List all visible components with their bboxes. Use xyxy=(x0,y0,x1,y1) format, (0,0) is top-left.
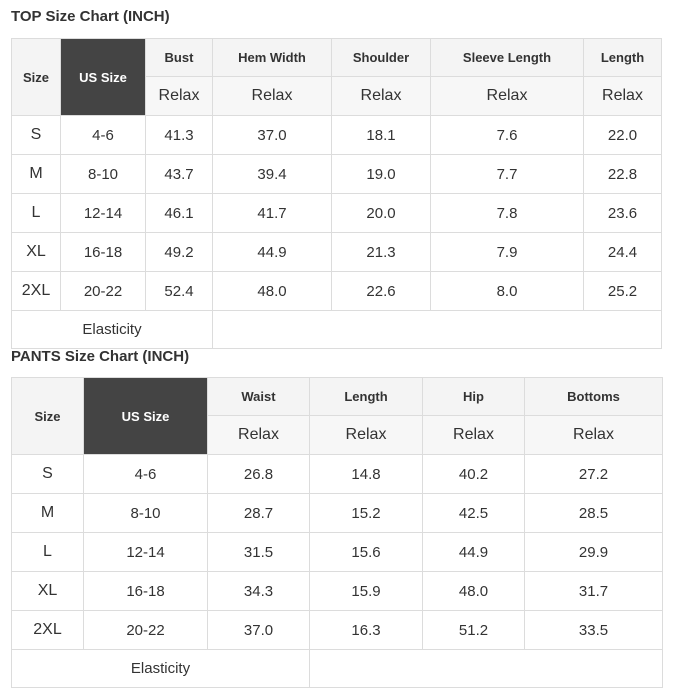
elasticity-label: Elasticity xyxy=(12,311,213,349)
elasticity-value-cell xyxy=(310,650,663,688)
elasticity-row xyxy=(12,650,663,688)
size-cell: L xyxy=(12,533,84,572)
table-row xyxy=(12,233,662,272)
fit-label: Relax xyxy=(525,416,663,455)
size-cell: XL xyxy=(12,233,61,272)
size-cell: S xyxy=(12,455,84,494)
size-cell: L xyxy=(12,194,61,233)
value-cell: 52.4 xyxy=(146,272,213,311)
table-row xyxy=(12,611,663,650)
value-cell: 14.8 xyxy=(310,455,423,494)
value-cell: 37.0 xyxy=(213,116,332,155)
fit-label: Relax xyxy=(332,77,431,116)
us-size-cell: 20-22 xyxy=(84,611,208,650)
us-size-cell: 20-22 xyxy=(61,272,146,311)
us-size-cell: 4-6 xyxy=(84,455,208,494)
value-cell: 7.7 xyxy=(431,155,584,194)
value-cell: 15.2 xyxy=(310,494,423,533)
value-cell: 34.3 xyxy=(208,572,310,611)
value-cell: 51.2 xyxy=(423,611,525,650)
value-cell: 44.9 xyxy=(423,533,525,572)
us-size-cell: 12-14 xyxy=(61,194,146,233)
size-header: Size xyxy=(12,39,61,116)
shoulder-header: Shoulder xyxy=(332,39,431,77)
fit-label: Relax xyxy=(423,416,525,455)
us-size-cell: 16-18 xyxy=(61,233,146,272)
size-cell: 2XL xyxy=(12,272,61,311)
value-cell: 37.0 xyxy=(208,611,310,650)
value-cell: 7.8 xyxy=(431,194,584,233)
value-cell: 48.0 xyxy=(423,572,525,611)
table-row xyxy=(12,494,663,533)
us-size-cell: 12-14 xyxy=(84,533,208,572)
fit-label: Relax xyxy=(213,77,332,116)
value-cell: 40.2 xyxy=(423,455,525,494)
value-cell: 24.4 xyxy=(584,233,662,272)
value-cell: 22.8 xyxy=(584,155,662,194)
value-cell: 20.0 xyxy=(332,194,431,233)
value-cell: 23.6 xyxy=(584,194,662,233)
value-cell: 27.2 xyxy=(525,455,663,494)
value-cell: 19.0 xyxy=(332,155,431,194)
size-cell: 2XL xyxy=(12,611,84,650)
value-cell: 29.9 xyxy=(525,533,663,572)
length-header: Length xyxy=(584,39,662,77)
value-cell: 41.7 xyxy=(213,194,332,233)
size-cell: M xyxy=(12,494,84,533)
us-size-header: US Size xyxy=(61,39,146,116)
bust-header: Bust xyxy=(146,39,213,77)
us-size-cell: 4-6 xyxy=(61,116,146,155)
pants-size-table xyxy=(11,377,663,688)
value-cell: 28.7 xyxy=(208,494,310,533)
fit-label: Relax xyxy=(208,416,310,455)
pants-chart-title: PANTS Size Chart (INCH) xyxy=(11,348,190,365)
us-size-cell: 16-18 xyxy=(84,572,208,611)
table-row xyxy=(12,155,662,194)
value-cell: 28.5 xyxy=(525,494,663,533)
value-cell: 48.0 xyxy=(213,272,332,311)
table-row xyxy=(12,116,662,155)
table-row xyxy=(12,194,662,233)
value-cell: 49.2 xyxy=(146,233,213,272)
value-cell: 18.1 xyxy=(332,116,431,155)
value-cell: 21.3 xyxy=(332,233,431,272)
value-cell: 7.6 xyxy=(431,116,584,155)
fit-label: Relax xyxy=(431,77,584,116)
value-cell: 31.7 xyxy=(525,572,663,611)
size-cell: S xyxy=(12,116,61,155)
hip-header: Hip xyxy=(423,378,525,416)
hem-width-header: Hem Width xyxy=(213,39,332,77)
value-cell: 22.0 xyxy=(584,116,662,155)
length-header: Length xyxy=(310,378,423,416)
table-row xyxy=(12,572,663,611)
bottoms-header: Bottoms xyxy=(525,378,663,416)
table-row xyxy=(12,455,663,494)
size-header: Size xyxy=(12,378,84,455)
value-cell: 22.6 xyxy=(332,272,431,311)
value-cell: 46.1 xyxy=(146,194,213,233)
value-cell: 15.6 xyxy=(310,533,423,572)
top-size-table xyxy=(11,38,662,349)
pants-header-row xyxy=(12,378,663,416)
value-cell: 7.9 xyxy=(431,233,584,272)
value-cell: 33.5 xyxy=(525,611,663,650)
us-size-cell: 8-10 xyxy=(84,494,208,533)
value-cell: 44.9 xyxy=(213,233,332,272)
fit-label: Relax xyxy=(146,77,213,116)
size-cell: M xyxy=(12,155,61,194)
fit-label: Relax xyxy=(584,77,662,116)
elasticity-value-cell xyxy=(213,311,662,349)
value-cell: 16.3 xyxy=(310,611,423,650)
fit-label: Relax xyxy=(310,416,423,455)
us-size-header: US Size xyxy=(84,378,208,455)
value-cell: 25.2 xyxy=(584,272,662,311)
top-header-row xyxy=(12,39,662,77)
waist-header: Waist xyxy=(208,378,310,416)
value-cell: 31.5 xyxy=(208,533,310,572)
value-cell: 15.9 xyxy=(310,572,423,611)
size-cell: XL xyxy=(12,572,84,611)
table-row xyxy=(12,533,663,572)
elasticity-label: Elasticity xyxy=(12,650,310,688)
value-cell: 8.0 xyxy=(431,272,584,311)
value-cell: 43.7 xyxy=(146,155,213,194)
value-cell: 39.4 xyxy=(213,155,332,194)
value-cell: 41.3 xyxy=(146,116,213,155)
elasticity-row xyxy=(12,311,662,349)
table-row xyxy=(12,272,662,311)
top-chart-title: TOP Size Chart (INCH) xyxy=(11,8,170,25)
value-cell: 42.5 xyxy=(423,494,525,533)
value-cell: 26.8 xyxy=(208,455,310,494)
sleeve-length-header: Sleeve Length xyxy=(431,39,584,77)
us-size-cell: 8-10 xyxy=(61,155,146,194)
